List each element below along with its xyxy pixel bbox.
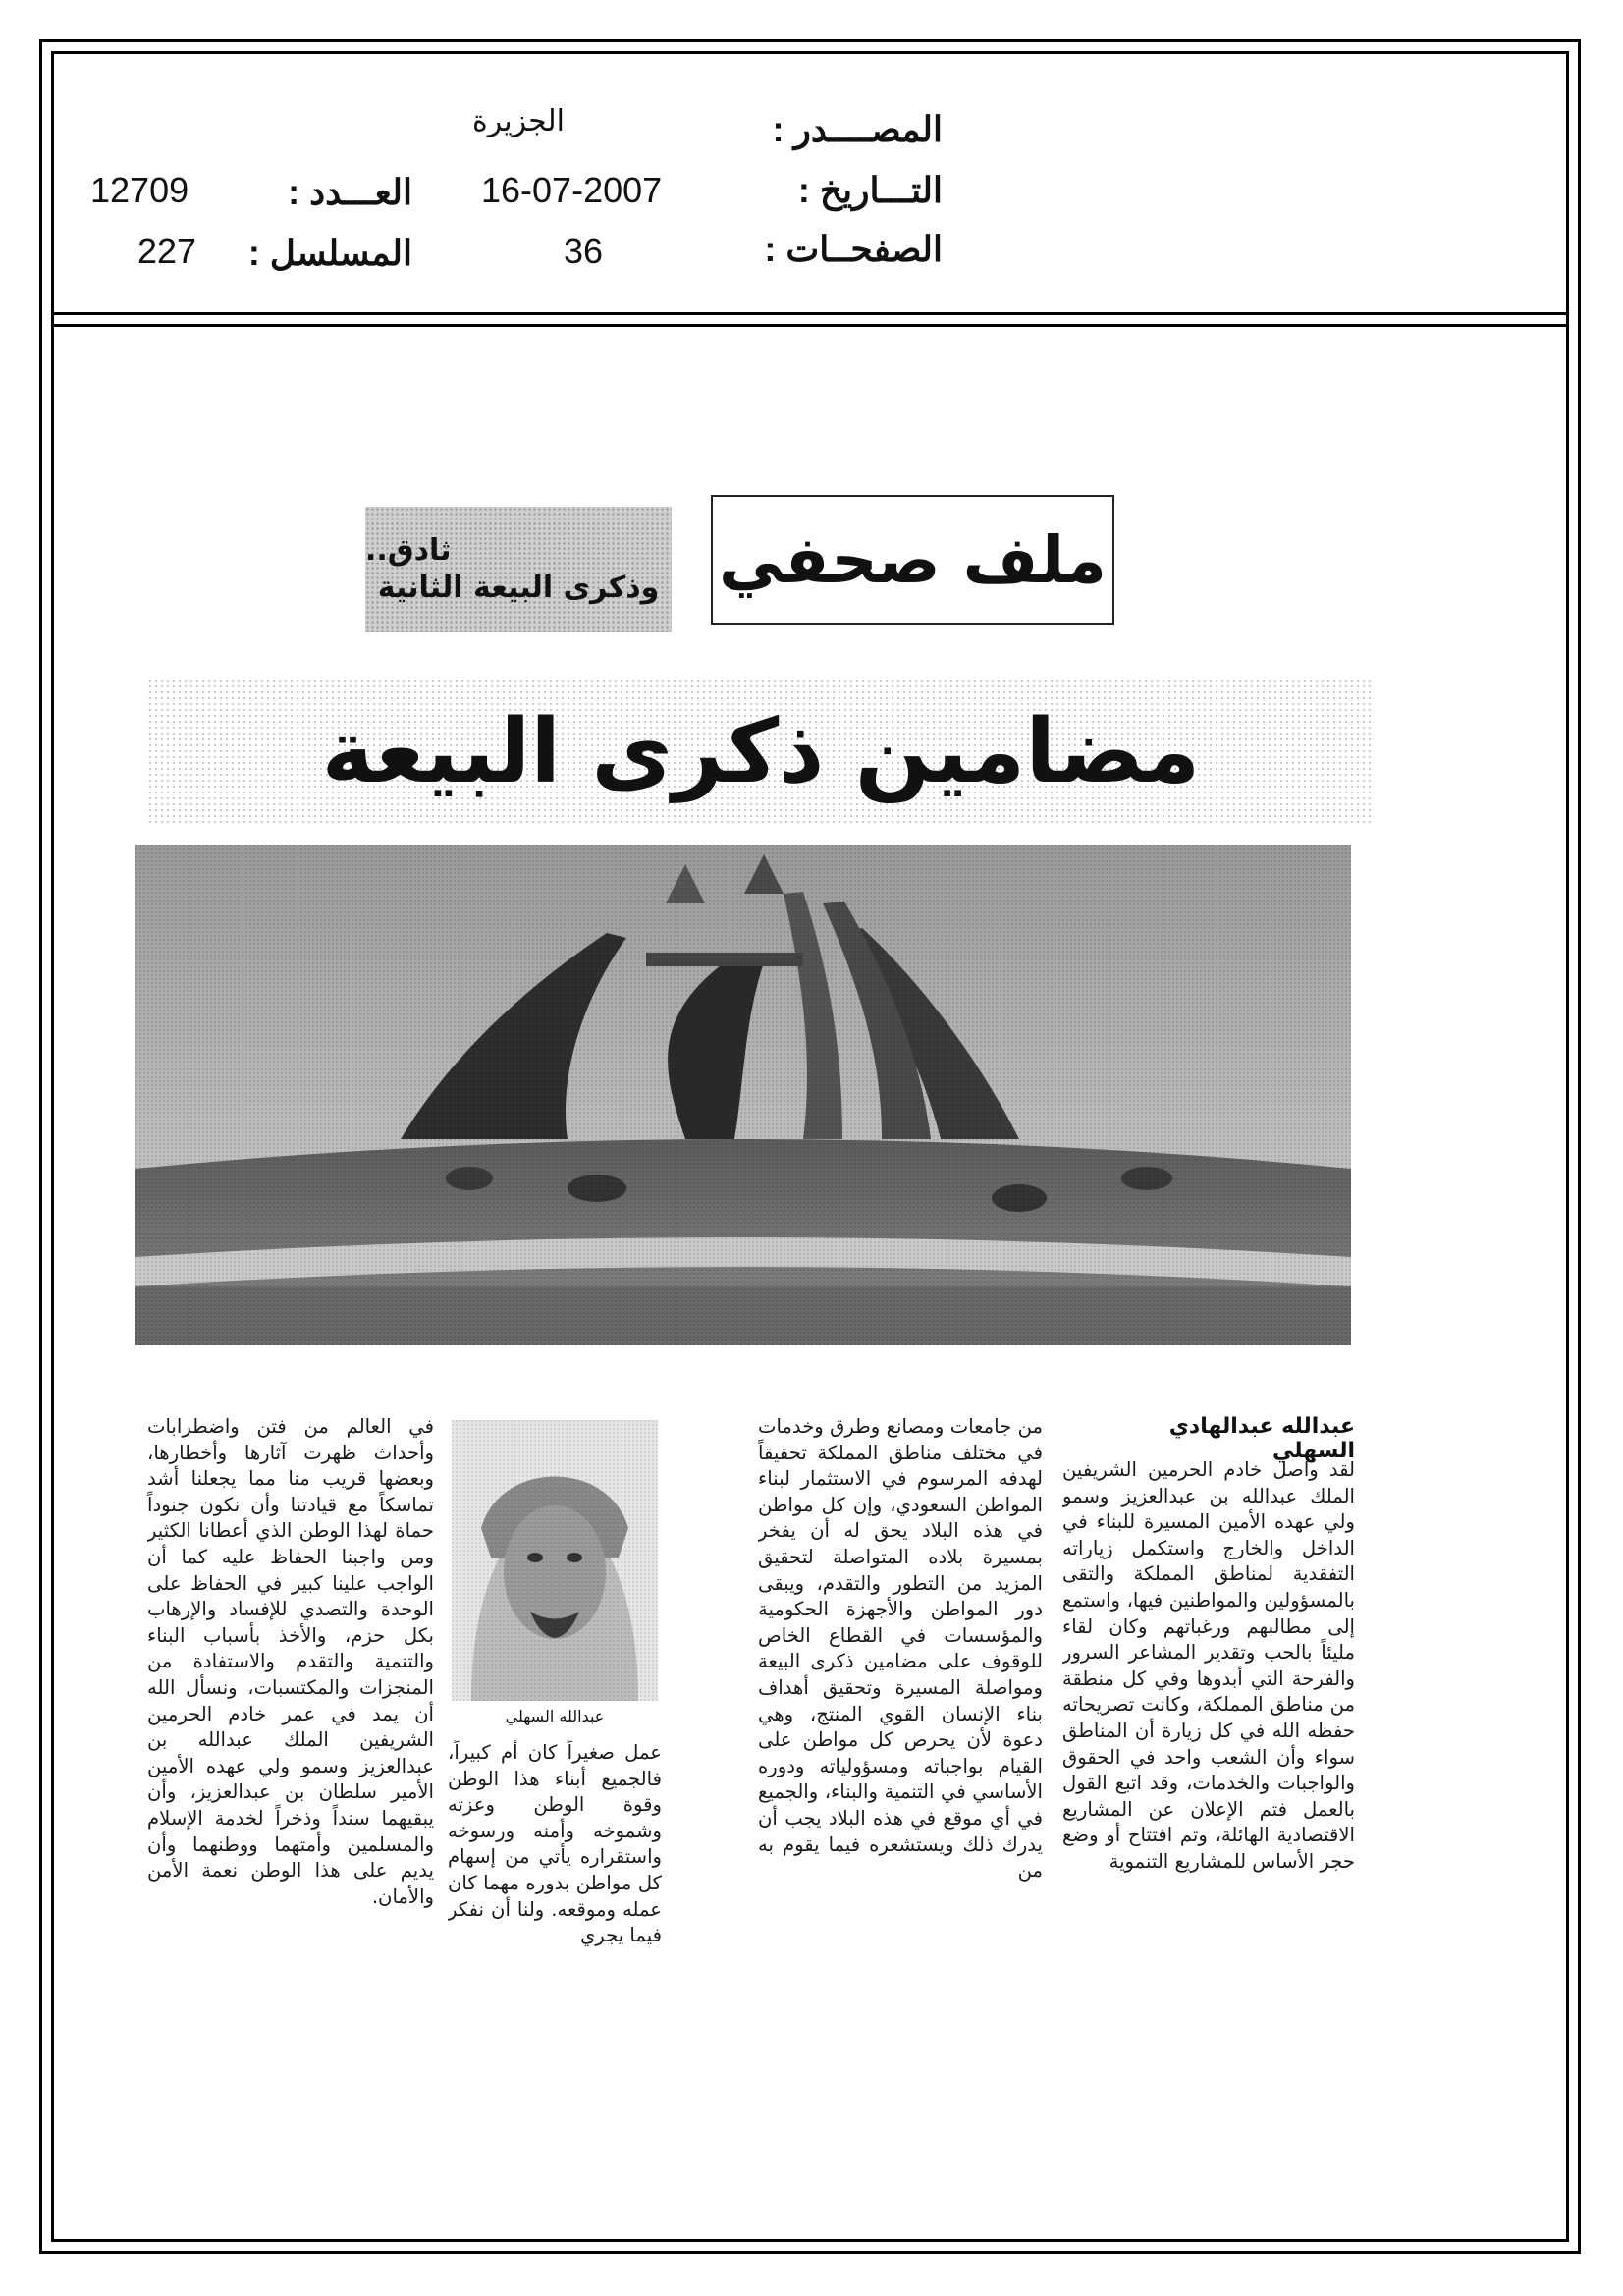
source-label: المصــــدر : xyxy=(772,109,943,149)
author-portrait-illustration xyxy=(452,1420,658,1701)
series-tag xyxy=(365,507,672,632)
date-value: 16-07-2007 xyxy=(481,170,663,210)
monument-photo xyxy=(135,845,1351,1345)
source-value: الجزيرة xyxy=(471,104,565,138)
article-author: عبدالله عبدالهادي السهلي xyxy=(1168,1414,1355,1463)
issue-value: 12709 xyxy=(90,170,189,210)
article-column-2: من جامعات ومصانع وطرق وخدمات في مختلف مناطق المملكة تحقيقاً لهدفه المرسوم في الاستثمار لبناء المواطن السعودي، وإن كل مواطن في هذه البلاد يحق له أن يفخر بمسيرة بلاده المتواصلة لتحقيق المزيد من التطور والتقدم، ويبقى دور المواطن والأجهزة الحكومية والمؤسسات في القطاع الخاص للوقوف على مضامين ذكرى البيعة ومواصلة المسيرة وتحقيق أهداف بناء الإنسان القوي المنتج، وهي دعوة لأن يحرص كل مواطن على القيام بواجباته ومسؤولياته ودوره الأساسي في التنمية والبناء، والجميع في أي موقع في هذه البلاد يجب أن يدرك ذلك ويستشعره فيما يقوم به من xyxy=(758,1415,1043,1883)
series-tag-line1: ثادق.. xyxy=(365,533,452,568)
portrait-caption: عبدالله السهلي xyxy=(505,1707,605,1725)
article-column-1: لقد واصل خادم الحرمين الشريفين الملك عبدالله بن عبدالعزيز وسمو ولي عهده الأمين المسيرة للبناء في الداخل والخارج واستكمل زياراته التفقدية لمناطق المملكة والتقى بالمسؤولين والمواطنين فيها، واستمع إلى مطالبهم ورغباتهم وكان لقاء مليئاً بالحب وتقدير المشاعر السرور والفرحة التي أبدوها وفي كل منطقة من مناطق المملكة، وكانت تصريحاته حفظه الله في كل زيارة أن المناطق سواء وأن الشعب واحد في الحقوق والواجبات والخدمات، وقد اتبع القول بالعمل فتم الإعلان عن المشاريع الاقتصادية الهائلة، وتم افتتاح أو وضع حجر الأساس للمشاريع التنموية xyxy=(1062,1458,1355,1873)
date-label: التـــاريخ : xyxy=(797,170,943,210)
article-column-3: عمل صغيراً كان أم كبيراً، فالجميع أبناء هذا الوطن وقوة الوطن وعزته وشموخه وأمنه ورسوخه واستقراره يأتي من إسهام كل مواطن بدوره مهما كان عمله وموقعه. ولنا أن نفكر فيما يجري xyxy=(448,1741,662,1947)
article-headline: مضامين ذكرى البيعة xyxy=(147,678,1375,825)
monument-illustration xyxy=(135,845,1351,1345)
press-file-label: ملف صحفي xyxy=(711,495,1114,625)
header-divider-2 xyxy=(51,324,1569,327)
article-column-4: في العالم من فتن واضطرابات وأحداث ظهرت آثارها وأخطارها، وبعضها قريب منا مما يجعلنا أشد تماسكاً مع قيادتنا وأن نكون جنوداً حماة لهذا الوطن الذي أعطانا الكثير ومن واجبنا الحفاظ عليه كما أن الواجب علينا كبير في الحفاظ على الوحدة والتصدي للإفساد والإرهاب بكل حزم، والأخذ بأسباب البناء والتنمية والتقدم والاستفادة من المنجزات والمكتسبات، ونسأل الله أن يمد في عمر خادم الحرمين الشريفين الملك عبدالله بن عبدالعزيز وسمو ولي عهده الأمين الأمير سلطان بن عبدالعزيز، وأن يبقيهما سنداً وذخراً لخدمة الإسلام والمسلمين وأمتهما ووطنهما وأن يديم على هذا الوطن نعمة الأمن والأمان. xyxy=(147,1415,434,1908)
header-divider xyxy=(51,312,1569,315)
author-portrait xyxy=(452,1420,658,1701)
issue-label: العـــدد : xyxy=(288,172,412,212)
pages-value: 36 xyxy=(564,231,604,271)
series-tag-line2: وذكرى البيعة الثانية xyxy=(377,571,660,605)
pages-label: الصفحــات : xyxy=(764,229,943,269)
serial-value: 227 xyxy=(137,231,197,271)
serial-label: المسلسل : xyxy=(247,233,412,273)
